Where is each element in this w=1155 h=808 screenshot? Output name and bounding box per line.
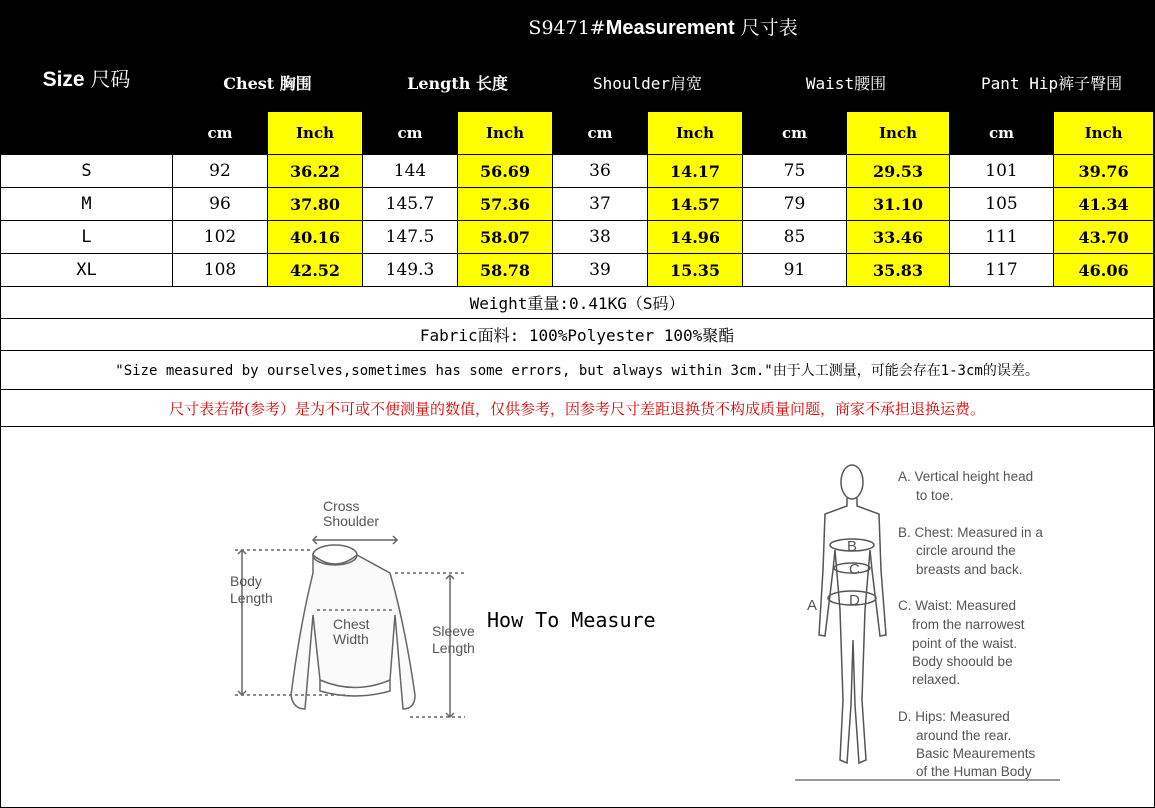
value-cell: 33.46	[847, 221, 950, 254]
body-letter-c: C	[849, 561, 860, 578]
note-c-line-3: point of the waist.	[912, 636, 1018, 651]
unit-cm: cm	[950, 112, 1054, 155]
value-cell: 111	[950, 221, 1054, 254]
value-cell: 39	[553, 254, 648, 287]
value-cell: 144	[363, 155, 458, 188]
size-header-cn: 尺码	[90, 67, 131, 91]
value-cell: 91	[743, 254, 847, 287]
value-cell: 58.07	[458, 221, 553, 254]
size-cell: S	[1, 155, 173, 188]
chart-title	[173, 1, 1154, 53]
note-a-line-2: to toe.	[916, 488, 954, 503]
table-row	[1, 155, 1154, 188]
note-a-line-1: A. Vertical height head	[898, 469, 1034, 484]
cross-shoulder-label-1: Cross	[323, 498, 360, 514]
note-d-line-2: around the rear.	[916, 728, 1012, 743]
value-cell: 35.83	[847, 254, 950, 287]
body-length-label-1: Body	[230, 573, 262, 589]
size-header	[1, 1, 173, 155]
unit-cm: cm	[743, 112, 847, 155]
table-row	[1, 254, 1154, 287]
value-cell: 85	[743, 221, 847, 254]
title-bold: Measurement	[605, 17, 735, 39]
sleeve-length-label-2: Length	[432, 640, 475, 656]
unit-inch: Inch	[847, 112, 950, 155]
note-c-line-5: relaxed.	[912, 672, 961, 687]
value-cell: 42.52	[268, 254, 363, 287]
value-cell: 105	[950, 188, 1054, 221]
table-row	[1, 188, 1154, 221]
note-b-line-3: breasts and back.	[916, 562, 1023, 577]
value-cell: 56.69	[458, 155, 553, 188]
note-b-line-2: circle around the	[916, 543, 1016, 558]
value-cell: 147.5	[363, 221, 458, 254]
measure-note: "Size measured by ourselves,sometimes has some errors, but always within 3cm."由于人工测量，可能会存在1-3cm的误差。	[1, 351, 1154, 390]
body-letter-b: B	[847, 538, 858, 555]
how-to-measure: How To Measure	[487, 608, 656, 632]
sleeve-length-label-1: Sleeve	[432, 623, 475, 639]
value-cell: 29.53	[847, 155, 950, 188]
note-b-line-1: B. Chest: Measured in a	[898, 525, 1043, 540]
table-row	[1, 221, 1154, 254]
title-code: S9471#	[528, 17, 606, 39]
sweater-diagram	[225, 495, 485, 725]
size-cell: XL	[1, 254, 173, 287]
value-cell: 57.36	[458, 188, 553, 221]
value-cell: 14.96	[648, 221, 743, 254]
unit-cm: cm	[553, 112, 648, 155]
unit-cm: cm	[363, 112, 458, 155]
unit-inch: Inch	[1054, 112, 1154, 155]
value-cell: 38	[553, 221, 648, 254]
value-cell: 36.22	[268, 155, 363, 188]
value-cell: 43.70	[1054, 221, 1154, 254]
value-cell: 31.10	[847, 188, 950, 221]
note-d-line-1: D. Hips: Measured	[898, 709, 1010, 724]
fabric-row: Fabric面料: 100%Polyester 100%聚酯	[1, 319, 1154, 351]
header-length: Length 长度	[363, 53, 553, 112]
value-cell: 79	[743, 188, 847, 221]
unit-inch: Inch	[648, 112, 743, 155]
note-d-line-4: of the Human Body	[916, 764, 1032, 779]
value-cell: 58.78	[458, 254, 553, 287]
body-letter-a: A	[807, 597, 818, 614]
note-c-line-2: from the narrowest	[912, 617, 1025, 632]
value-cell: 40.16	[268, 221, 363, 254]
value-cell: 101	[950, 155, 1054, 188]
weight-row: Weight重量:0.41KG（S码）	[1, 287, 1154, 319]
body-length-label-2: Length	[230, 590, 273, 606]
value-cell: 96	[173, 188, 268, 221]
value-cell: 149.3	[363, 254, 458, 287]
value-cell: 14.57	[648, 188, 743, 221]
unit-inch: Inch	[268, 112, 363, 155]
header-waist: Waist腰围	[743, 53, 950, 112]
body-letter-d: D	[849, 592, 860, 609]
value-cell: 41.34	[1054, 188, 1154, 221]
value-cell: 75	[743, 155, 847, 188]
value-cell: 37.80	[268, 188, 363, 221]
value-cell: 46.06	[1054, 254, 1154, 287]
unit-cm: cm	[173, 112, 268, 155]
value-cell: 117	[950, 254, 1054, 287]
size-cell: L	[1, 221, 173, 254]
value-cell: 14.17	[648, 155, 743, 188]
unit-inch: Inch	[458, 112, 553, 155]
size-cell: M	[1, 188, 173, 221]
body-diagram	[795, 460, 1065, 785]
value-cell: 145.7	[363, 188, 458, 221]
note-c-line-4: Body shoould be	[912, 654, 1013, 669]
size-header-en: Size	[42, 68, 85, 91]
chest-width-label-1: Chest	[333, 616, 370, 632]
header-pant-hip: Pant Hip裤子臀围	[950, 53, 1154, 112]
value-cell: 108	[173, 254, 268, 287]
header-shoulder: Shoulder肩宽	[553, 53, 743, 112]
value-cell: 37	[553, 188, 648, 221]
value-cell: 39.76	[1054, 155, 1154, 188]
header-chest: Chest 胸围	[173, 53, 363, 112]
disclaimer: 尺寸表若带(参考）是为不可或不便测量的数值，仅供参考，因参考尺寸差距退换货不构成质量问题，商家不承担退换运费。	[1, 390, 1154, 427]
title-cn: 尺寸表	[740, 17, 798, 39]
cross-shoulder-label-2: Shoulder	[323, 513, 380, 529]
value-cell: 36	[553, 155, 648, 188]
value-cell: 92	[173, 155, 268, 188]
note-d-line-3: Basic Meaurements	[916, 746, 1036, 761]
value-cell: 102	[173, 221, 268, 254]
chest-width-label-2: Width	[333, 631, 369, 647]
value-cell: 15.35	[648, 254, 743, 287]
note-c-line-1: C. Waist: Measured	[898, 598, 1017, 613]
